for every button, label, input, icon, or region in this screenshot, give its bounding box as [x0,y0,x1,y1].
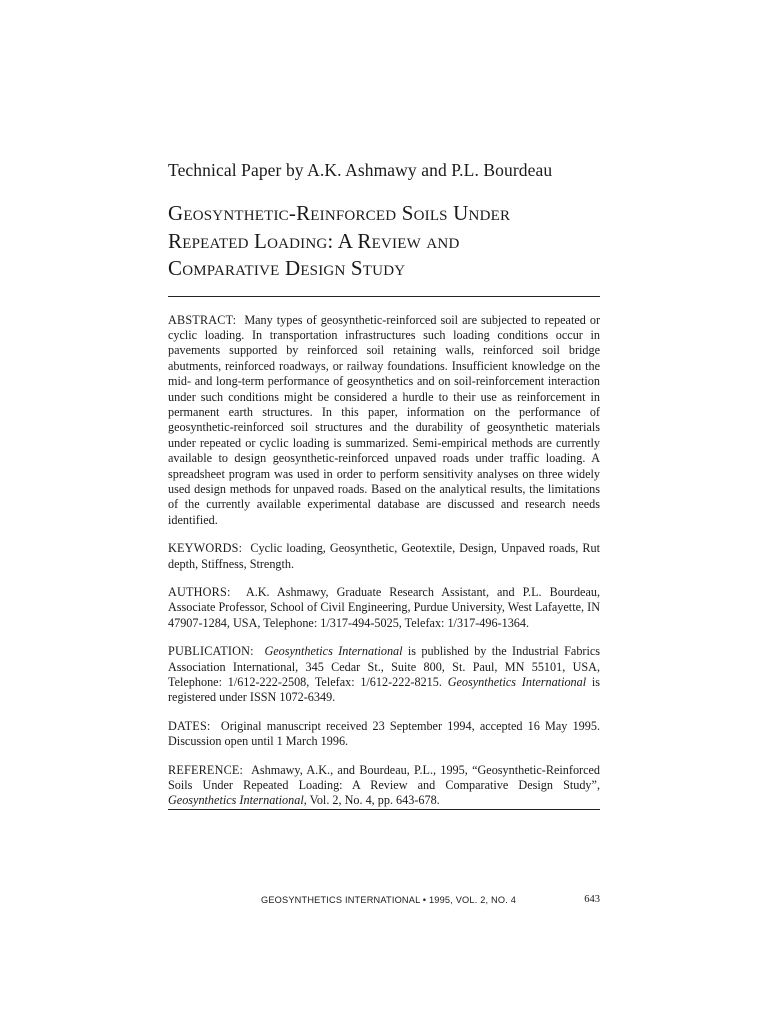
authors-text: A.K. Ashmawy, Graduate Research Assistant, and P.L. Bourdeau, Associate Professor, School of Civil Engineering, Purdue University, West Lafayette, IN 47907-1284, USA, Telephone: 1/317-494-5025, Telefax: 1/317-496-1364. [168,585,600,630]
reference-label: REFERENCE: [168,762,244,777]
dates-section [168,719,600,750]
title-divider [168,296,600,297]
reference-text-1: Ashmawy, A.K., and Bourdeau, P.L., 1995, “Geosynthetic-Reinforced Soils Under Repeated Loading: A Review and Comparative Design Study”, [168,762,601,793]
publication-journal-2: Geosynthetics International [447,675,587,690]
paper-title [168,200,600,283]
reference-journal: Geosynthetics International [168,793,304,808]
keywords-section [168,541,600,572]
paper-byline: Technical Paper by A.K. Ashmawy and P.L. Bourdeau [168,160,553,180]
title-line-3: Comparative Design Study [168,256,406,280]
publication-label: PUBLICATION: [168,644,254,659]
page-number: 643 [584,894,600,905]
publication-text-1: is published by the Industrial Fabrics Association International, 345 Cedar St., Suite 800, St. Paul, MN 55101, USA, Telephone: 1/612-222-2508, Telefax: 1/612-222-8215. [168,644,601,690]
keywords-label: KEYWORDS: [168,541,243,556]
page-footer [168,893,600,909]
abstract-text: Many types of geosynthetic-reinforced soil are subjected to repeated or cyclic loading. In transportation infrastructures such loading conditions occur in pavements supported by reinforced soil retaining walls, reinforced soil bridge abutments, reinforced roadways, or railway foundations. Insufficient knowledge on the mid- and long-term performance of geosynthetics and on soil-reinforcement interaction under such conditions might be considered a hurdle to their use as reinforcement in permanent earth structures. In this paper, information on the performance of geosynthetic-reinforced soil structures and the durability of geosynthetic materials under repeated or cyclic loading is summarized. Semi-empirical methods are currently available to design geosynthetic-reinforced unpaved roads under traffic loading. A spreadsheet program was used in order to perform sensitivity analyses on three widely used design methods for unpaved roads. Based on the analytical results, the limitations of the currently available experimental database are discussed and research needs identified. [168,312,601,527]
publication-text-2: is registered under ISSN 1072-6349. [168,675,601,705]
publication-section [168,644,600,706]
front-matter [168,158,600,809]
abstract-section [168,313,600,529]
title-line-1: Geosynthetic-Reinforced Soils Under [168,201,511,225]
authors-label: AUTHORS: [168,585,231,599]
keywords-text: Cyclic loading, Geosynthetic, Geotextile, Design, Unpaved roads, Rut depth, Stiffness, Strength. [168,541,601,571]
footer-journal-line: GEOSYNTHETICS INTERNATIONAL • 1995, VOL. 2, NO. 4 [261,895,517,905]
authors-section [168,585,600,631]
dates-text: Original manuscript received 23 September 1994, accepted 16 May 1995. Discussion open until 1 March 1996. [168,718,600,749]
reference-text-2: , Vol. 2, No. 4, pp. 643-678. [303,793,440,808]
publication-journal: Geosynthetics International [264,644,403,659]
title-line-2: Repeated Loading: A Review and [168,228,460,253]
dates-label: DATES: [168,718,211,733]
abstract-label: ABSTRACT: [168,312,237,327]
bottom-divider [168,809,600,810]
reference-section [168,763,600,809]
